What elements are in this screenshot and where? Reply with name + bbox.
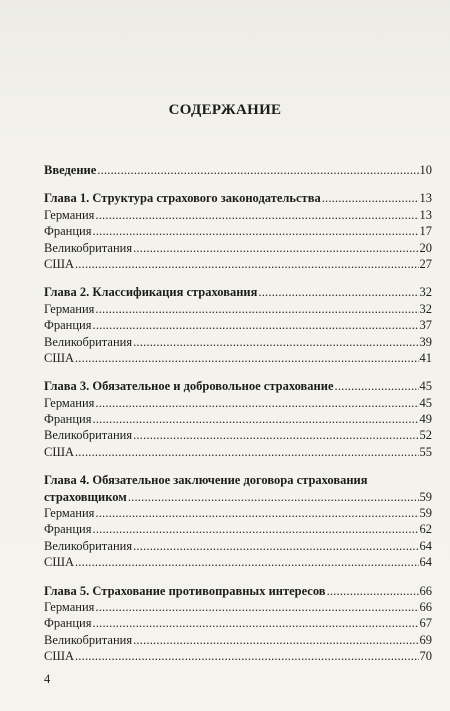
toc-entry-ch4-usa[interactable]	[44, 554, 432, 570]
toc-page-number: 45	[419, 395, 432, 410]
toc-entry-label: Германия	[44, 301, 95, 316]
toc-leader-dots	[75, 350, 419, 366]
toc-chapter-1[interactable]	[44, 190, 432, 206]
toc-chapter-4-line1[interactable]	[44, 472, 432, 488]
toc-entry-label: США	[44, 555, 74, 570]
toc-leader-dots	[97, 162, 418, 178]
toc-page-number: 52	[419, 428, 432, 443]
toc-leader-dots	[327, 583, 419, 599]
toc-page-number: 70	[419, 649, 432, 664]
toc-entry-label: Великобритания	[44, 632, 133, 647]
toc-entry-ch1-uk[interactable]	[44, 240, 432, 256]
toc-entry-ch3-germany[interactable]	[44, 395, 432, 411]
toc-chapter-heading: Глава 5. Страхование противоправных интересов	[44, 583, 326, 598]
toc-leader-dots	[75, 256, 419, 272]
toc-entry-label: Франция	[44, 522, 92, 537]
toc-leader-dots	[133, 427, 418, 443]
toc-leader-dots	[335, 378, 419, 394]
toc-entry-label: США	[44, 444, 74, 459]
toc-entry-ch5-france[interactable]	[44, 615, 432, 631]
toc-leader-dots	[93, 223, 419, 239]
toc-entry-ch5-germany[interactable]	[44, 599, 432, 615]
toc-page-number: 45	[419, 379, 432, 394]
page-title: СОДЕРЖАНИЕ	[168, 102, 282, 118]
toc-entry-ch2-usa[interactable]	[44, 350, 432, 366]
toc-page-number: 13	[419, 191, 432, 206]
toc-page-number: 67	[419, 616, 432, 631]
toc-entry-label: Великобритания	[44, 334, 133, 349]
toc-page-number: 32	[419, 285, 432, 300]
toc-leader-dots	[95, 599, 418, 615]
toc-leader-dots	[258, 284, 418, 300]
toc-entry-label: Франция	[44, 616, 92, 631]
toc-page-number: 62	[419, 522, 432, 537]
toc-page-number: 13	[419, 207, 432, 222]
toc-page-number: 69	[419, 632, 432, 647]
toc-chapter-3[interactable]	[44, 378, 432, 394]
toc-leader-dots	[95, 301, 418, 317]
toc-entry-label: США	[44, 256, 74, 271]
toc-entry-label: Франция	[44, 412, 92, 427]
toc-entry-ch1-france[interactable]	[44, 223, 432, 239]
toc-chapter-heading: Глава 2. Классификация страхования	[44, 285, 258, 300]
toc-entry-ch4-germany[interactable]	[44, 505, 432, 521]
toc-entry-ch1-usa[interactable]	[44, 256, 432, 272]
toc-entry-ch4-france[interactable]	[44, 521, 432, 537]
toc-chapter-heading: Глава 3. Обязательное и добровольное страхование	[44, 379, 334, 394]
toc-entry-ch3-uk[interactable]	[44, 427, 432, 443]
toc-entry-ch5-uk[interactable]	[44, 632, 432, 648]
toc-leader-dots	[93, 317, 419, 333]
toc-entry-ch2-germany[interactable]	[44, 301, 432, 317]
toc-entry-label: США	[44, 350, 74, 365]
toc-leader-dots	[93, 521, 419, 537]
toc-page-number: 64	[419, 538, 432, 553]
toc-chapter-heading: Глава 1. Структура страхового законодательства	[44, 191, 321, 206]
toc-entry-ch2-uk[interactable]	[44, 334, 432, 350]
toc-entry-label: Германия	[44, 506, 95, 521]
toc-page-number: 17	[419, 224, 432, 239]
toc-entry-label: Германия	[44, 207, 95, 222]
toc-entry-intro[interactable]	[44, 162, 432, 178]
toc-leader-dots	[75, 648, 419, 664]
toc-leader-dots	[95, 207, 418, 223]
toc-page-number: 49	[419, 412, 432, 427]
toc-page-number: 10	[419, 163, 432, 177]
toc-page-number: 59	[419, 489, 432, 504]
toc-page-number: 37	[419, 318, 432, 333]
toc-entry-label: Франция	[44, 318, 92, 333]
toc-page-number: 66	[419, 599, 432, 614]
toc-leader-dots	[133, 240, 418, 256]
toc-leader-dots	[75, 554, 419, 570]
toc-entry-ch4-uk[interactable]	[44, 538, 432, 554]
toc-leader-dots	[322, 190, 419, 206]
toc-page-number: 20	[419, 240, 432, 255]
toc-leader-dots	[75, 444, 419, 460]
toc-entry-ch2-france[interactable]	[44, 317, 432, 333]
toc-page-number: 41	[419, 350, 432, 365]
toc-entry-label: Введение	[44, 163, 97, 177]
toc-page-number: 39	[419, 334, 432, 349]
toc-page-number: 64	[419, 555, 432, 570]
toc-entry-label: Германия	[44, 599, 95, 614]
toc-leader-dots	[93, 411, 419, 427]
toc-entry-label: США	[44, 649, 74, 664]
toc-leader-dots	[93, 615, 419, 631]
toc-page-number: 59	[419, 506, 432, 521]
toc-entry-ch1-germany[interactable]	[44, 207, 432, 223]
toc-leader-dots	[133, 632, 418, 648]
toc-leader-dots	[133, 334, 418, 350]
toc-chapter-heading: Глава 4. Обязательное заключение договора страхования	[44, 473, 368, 488]
toc-leader-dots	[95, 505, 418, 521]
table-of-contents	[44, 162, 432, 665]
toc-page-number: 55	[419, 444, 432, 459]
toc-entry-label: Великобритания	[44, 240, 133, 255]
toc-entry-label: Великобритания	[44, 538, 133, 553]
toc-leader-dots	[133, 538, 418, 554]
toc-page-number: 66	[419, 583, 432, 598]
toc-page-number: 27	[419, 256, 432, 271]
toc-chapter-4[interactable]	[44, 489, 432, 505]
toc-chapter-2[interactable]	[44, 284, 432, 300]
toc-leader-dots	[128, 489, 419, 505]
toc-entry-ch3-usa[interactable]	[44, 444, 432, 460]
toc-chapter-heading-continued: страховщиком	[44, 489, 127, 504]
page-number: 4	[44, 672, 51, 686]
toc-entry-label: Франция	[44, 224, 92, 239]
toc-leader-dots	[95, 395, 418, 411]
toc-entry-ch5-usa[interactable]	[44, 648, 432, 664]
toc-page-number: 32	[419, 301, 432, 316]
toc-entry-label: Великобритания	[44, 428, 133, 443]
toc-entry-label: Германия	[44, 395, 95, 410]
toc-entry-ch3-france[interactable]	[44, 411, 432, 427]
toc-chapter-5[interactable]	[44, 583, 432, 599]
